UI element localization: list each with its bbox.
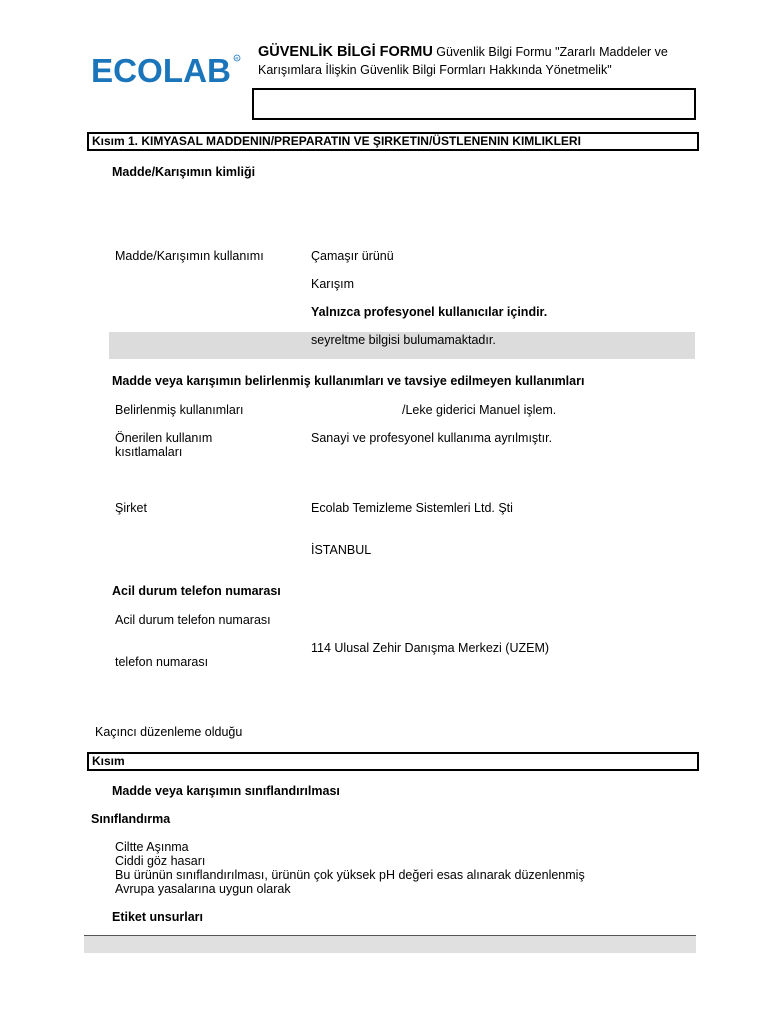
- section-2-heading: Kısım: [87, 752, 699, 771]
- restrictions-label-line2: kısıtlamaları: [115, 445, 183, 459]
- classification-label: Sınıflandırma: [91, 812, 171, 826]
- emergency-label: Acil durum telefon numarası: [115, 613, 271, 627]
- section-1-heading: Kısım 1. KIMYASAL MADDENIN/PREPARATIN VE ŞIRKETIN/ÜSTLENENIN KIMLIKLERI: [87, 132, 699, 151]
- company-value: Ecolab Temizleme Sistemleri Ltd. Şti: [311, 501, 513, 515]
- product-name-box: [252, 88, 696, 120]
- city-value: İSTANBUL: [311, 543, 372, 557]
- ecolab-logo-text: ECOLAB: [91, 53, 231, 87]
- classification-item: Avrupa yasalarına uygun olarak: [115, 882, 291, 896]
- document-header: [258, 43, 708, 79]
- type-value: Karışım: [311, 277, 355, 291]
- document-title: GÜVENLİK BİLGİ FORMU: [258, 44, 433, 60]
- uses-heading: Madde veya karışımın belirlenmiş kullanımları ve tavsiye edilmeyen kullanımları: [112, 374, 585, 388]
- document-subtitle: Güvenlik Bilgi Formu "Zararlı Maddeler ve Karışımlara İlişkin Güvenlik Bilgi Formları Hakkında Yönetmelik": [258, 45, 668, 77]
- identity-heading: Madde/Karışımın kimliği: [112, 165, 256, 179]
- classification-item: Ciddi göz hasarı: [115, 854, 206, 868]
- dilution-note: seyreltme bilgisi bulumamaktadır.: [311, 333, 496, 347]
- classification-item: Bu ürünün sınıflandırılması, ürünün çok yüksek pH değeri esas alınarak düzenlenmiş: [115, 868, 585, 882]
- emergency-heading: Acil durum telefon numarası: [112, 584, 281, 598]
- classification-heading: Madde veya karışımın sınıflandırılması: [112, 784, 340, 798]
- usage-label: Madde/Karışımın kullanımı: [115, 249, 264, 263]
- phone-label: telefon numarası: [115, 655, 209, 669]
- professional-note: Yalnızca profesyonel kullanıcılar içindir.: [311, 305, 548, 319]
- label-elements-heading: Etiket unsurları: [112, 910, 203, 924]
- identified-uses-value: /Leke giderici Manuel işlem.: [402, 403, 557, 417]
- company-label: Şirket: [115, 501, 147, 515]
- usage-value: Çamaşır ürünü: [311, 249, 394, 263]
- svg-text:R: R: [235, 56, 239, 61]
- footer-shade: [84, 936, 696, 953]
- identified-uses-label: Belirlenmiş kullanımları: [115, 403, 244, 417]
- poison-center-value: 114 Ulusal Zehir Danışma Merkezi (UZEM): [311, 641, 550, 655]
- restrictions-value: Sanayi ve profesyonel kullanıma ayrılmıştır.: [311, 431, 553, 445]
- restrictions-label-line1: Önerilen kullanım: [115, 431, 213, 445]
- revision-label: Kaçıncı düzenleme olduğu: [95, 725, 243, 739]
- classification-item: Ciltte Aşınma: [115, 840, 189, 854]
- ecolab-logo: [91, 53, 241, 87]
